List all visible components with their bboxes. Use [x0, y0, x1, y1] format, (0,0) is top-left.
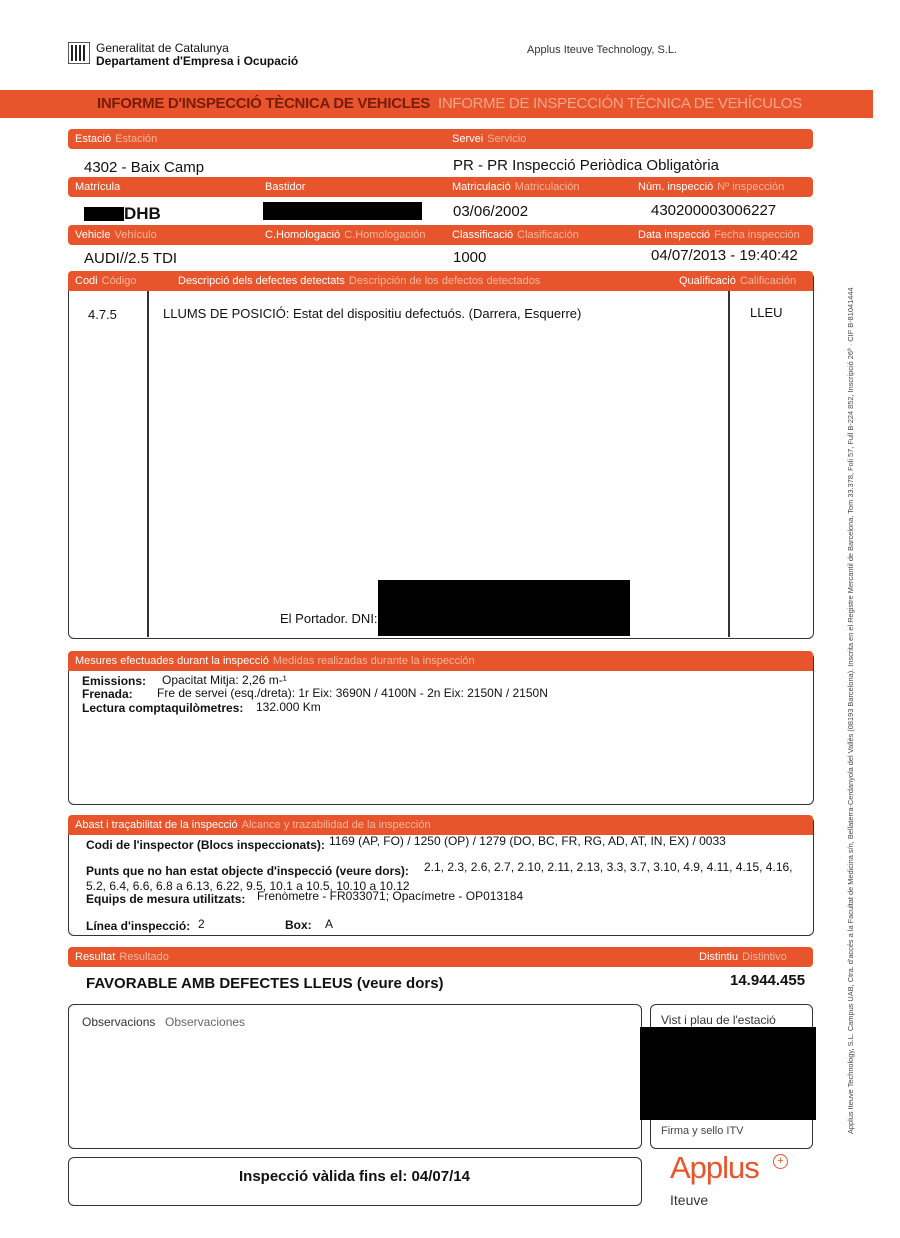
- punts-value-line1: 2.1, 2.3, 2.6, 2.7, 2.10, 2.11, 2.13, 3.3, 3.7, 3.10, 4.9, 4.11, 4.15, 4.16,: [424, 860, 793, 874]
- bastidor-label: Bastidor: [265, 181, 306, 193]
- observacions-sub: Observaciones: [165, 1015, 246, 1029]
- redacted-stamp: [640, 1027, 816, 1120]
- distintiu-value: 14.944.455: [730, 972, 806, 989]
- defect-rating: LLEU: [750, 305, 783, 320]
- data-inspeccio-label: Data inspecció: [638, 229, 711, 241]
- box-value: A: [325, 917, 334, 931]
- num-inspeccio-sub: Nº inspección: [717, 181, 785, 193]
- num-inspeccio-label: Núm. inspecció: [638, 181, 714, 193]
- company-name: Applus Iteuve Technology, S.L.: [527, 44, 678, 56]
- result-sub: Resultado: [119, 951, 169, 963]
- matriculacio-sub: Matriculación: [514, 181, 580, 193]
- linea-label: Línea d'inspecció:: [86, 919, 191, 933]
- title-ca: INFORME D'INSPECCIÓ TÈCNICA DE VEHICLES: [97, 95, 431, 112]
- measures-sub: Medidas realizadas durante la inspección: [272, 655, 475, 667]
- servei-label: Servei: [452, 133, 484, 145]
- applus-wordmark: Applus: [670, 1150, 759, 1185]
- linea-value: 2: [198, 917, 205, 931]
- matriculacio-label: Matriculació: [452, 181, 511, 193]
- homolog-label: C.Homologació: [265, 229, 341, 241]
- homolog-sub: C.Homologación: [344, 229, 426, 241]
- matricula-label: Matrícula: [75, 181, 121, 193]
- validity-box: [68, 1157, 642, 1206]
- matricula-value: DHB: [124, 204, 161, 223]
- defects-header-bar: [68, 271, 813, 291]
- equips-label: Equips de mesura utilitzats:: [86, 892, 246, 906]
- estacio-value: 4302 - Baix Camp: [84, 159, 205, 176]
- applus-sub: Iteuve: [670, 1192, 709, 1208]
- desc-sub: Descripción de los defectos detectados: [348, 275, 541, 287]
- desc-label: Descripció dels defectes detectats: [178, 275, 345, 287]
- row2-header-bar: [68, 177, 813, 197]
- redacted-dni: [378, 580, 630, 636]
- estacio-sub: Estación: [115, 133, 158, 145]
- gov-department: Departament d'Empresa i Ocupació: [96, 54, 299, 68]
- redacted-bastidor: [263, 202, 422, 220]
- classif-value: 1000: [453, 249, 487, 266]
- codi-sub: Código: [101, 275, 137, 287]
- firma-label: Firma y sello ITV: [661, 1125, 744, 1137]
- result-label: Resultat: [75, 951, 116, 963]
- equips-value: Frenòmetre - FR033071; Opacímetre - OP013184: [257, 889, 524, 903]
- data-inspeccio-sub: Fecha inspección: [714, 229, 800, 241]
- frenada-label: Frenada:: [82, 687, 133, 701]
- qual-label: Qualificació: [679, 275, 736, 287]
- vehicle-sub: Vehículo: [114, 229, 157, 241]
- applus-plus-icon: +: [773, 1154, 788, 1169]
- punts-label: Punts que no han estat objecte d'inspecció (veure dors):: [86, 864, 409, 878]
- qual-sub: Calificación: [739, 275, 797, 287]
- vehicle-label: Vehicle: [75, 229, 111, 241]
- gov-name: Generalitat de Catalunya: [96, 41, 229, 55]
- result-value: FAVORABLE AMB DEFECTES LLEUS (veure dors): [86, 975, 444, 992]
- servei-value: PR - PR Inspecció Periòdica Obligatòria: [453, 157, 719, 174]
- measures-label: Mesures efectuades durant la inspecció: [75, 655, 269, 667]
- inspector-label: Codi de l'inspector (Blocs inspeccionats):: [86, 838, 325, 852]
- distintiu-sub: Distintivo: [742, 951, 787, 963]
- side-legal-text: Applus Iteuve Technology, S.L. Campus UAB, Ctra. d'accés a la Facultat de Medicina s/n, Bellaterra-Cerdanyola del Vallès (08193 Barcelona). Inscrita en el Registre Mercantil de Barcelona. Tom 33.378, Foli 57, Full B-224 852, Inscripció 26ª · CIF B-81041444: [846, 287, 855, 1134]
- lectura-value: 132.000 Km: [256, 700, 321, 714]
- data-inspeccio-value: 04/07/2013 - 19:40:42: [651, 247, 798, 264]
- lectura-label: Lectura comptaquilòmetres:: [82, 701, 244, 715]
- punts-value-line2: 5.2, 6.4, 6.6, 6.8 a 6.13, 6.22, 9.5, 10.1 a 10.5, 10.10 a 10.12: [86, 879, 410, 893]
- defects-divider-left: [147, 291, 149, 637]
- redacted-plate: [84, 207, 124, 221]
- observacions-box: [68, 1004, 642, 1149]
- measures-header-bar: [68, 651, 813, 671]
- estacio-label: Estació: [75, 133, 112, 145]
- frenada-value: Fre de servei (esq./dreta): 1r Eix: 3690N / 4100N - 2n Eix: 2150N / 2150N: [157, 686, 548, 700]
- distintiu-label: Distintiu: [699, 951, 739, 963]
- codi-label: Codi: [75, 275, 98, 287]
- defect-description: LLUMS DE POSICIÓ: Estat del dispositiu defectuós. (Darrera, Esquerre): [163, 306, 582, 321]
- inspector-value: 1169 (AP, FO) / 1250 (OP) / 1279 (DO, BC, FR, RG, AD, AT, IN, EX) / 0033: [329, 834, 726, 848]
- generalitat-logo-icon: [68, 42, 90, 64]
- defects-divider-right: [728, 291, 730, 637]
- box-label: Box:: [285, 918, 312, 932]
- title-banner: [0, 90, 873, 118]
- emissions-value: Opacitat Mitja: 2,26 m-¹: [162, 673, 287, 687]
- scope-header-bar: [68, 815, 813, 835]
- vist-i-plau-label: Vist i plau de l'estació: [661, 1013, 776, 1027]
- defect-code: 4.7.5: [88, 307, 117, 322]
- row3-header-bar: [68, 225, 813, 245]
- result-header-bar: [68, 947, 813, 967]
- portador-label: El Portador. DNI:: [280, 611, 378, 626]
- emissions-label: Emissions:: [82, 674, 147, 688]
- servei-sub: Servicio: [487, 133, 527, 145]
- validity-text: Inspecció vàlida fins el: 04/07/14: [239, 1168, 470, 1185]
- classif-sub: Clasificación: [517, 229, 579, 241]
- vehicle-value: AUDI//2.5 TDI: [84, 250, 178, 267]
- title-es: INFORME DE INSPECCIÓN TÉCNICA DE VEHÍCULOS: [438, 95, 802, 112]
- classif-label: Classificació: [452, 229, 514, 241]
- applus-logo: [670, 1150, 784, 1186]
- scope-sub: Alcance y trazabilidad de la inspección: [241, 819, 431, 831]
- scope-label: Abast i traçabilitat de la inspecció: [75, 819, 238, 831]
- num-inspeccio-value: 430200003006227: [651, 202, 777, 219]
- observacions-label: Observacions: [82, 1015, 156, 1029]
- matriculacio-value: 03/06/2002: [453, 203, 529, 220]
- row1-header-bar: [68, 129, 813, 149]
